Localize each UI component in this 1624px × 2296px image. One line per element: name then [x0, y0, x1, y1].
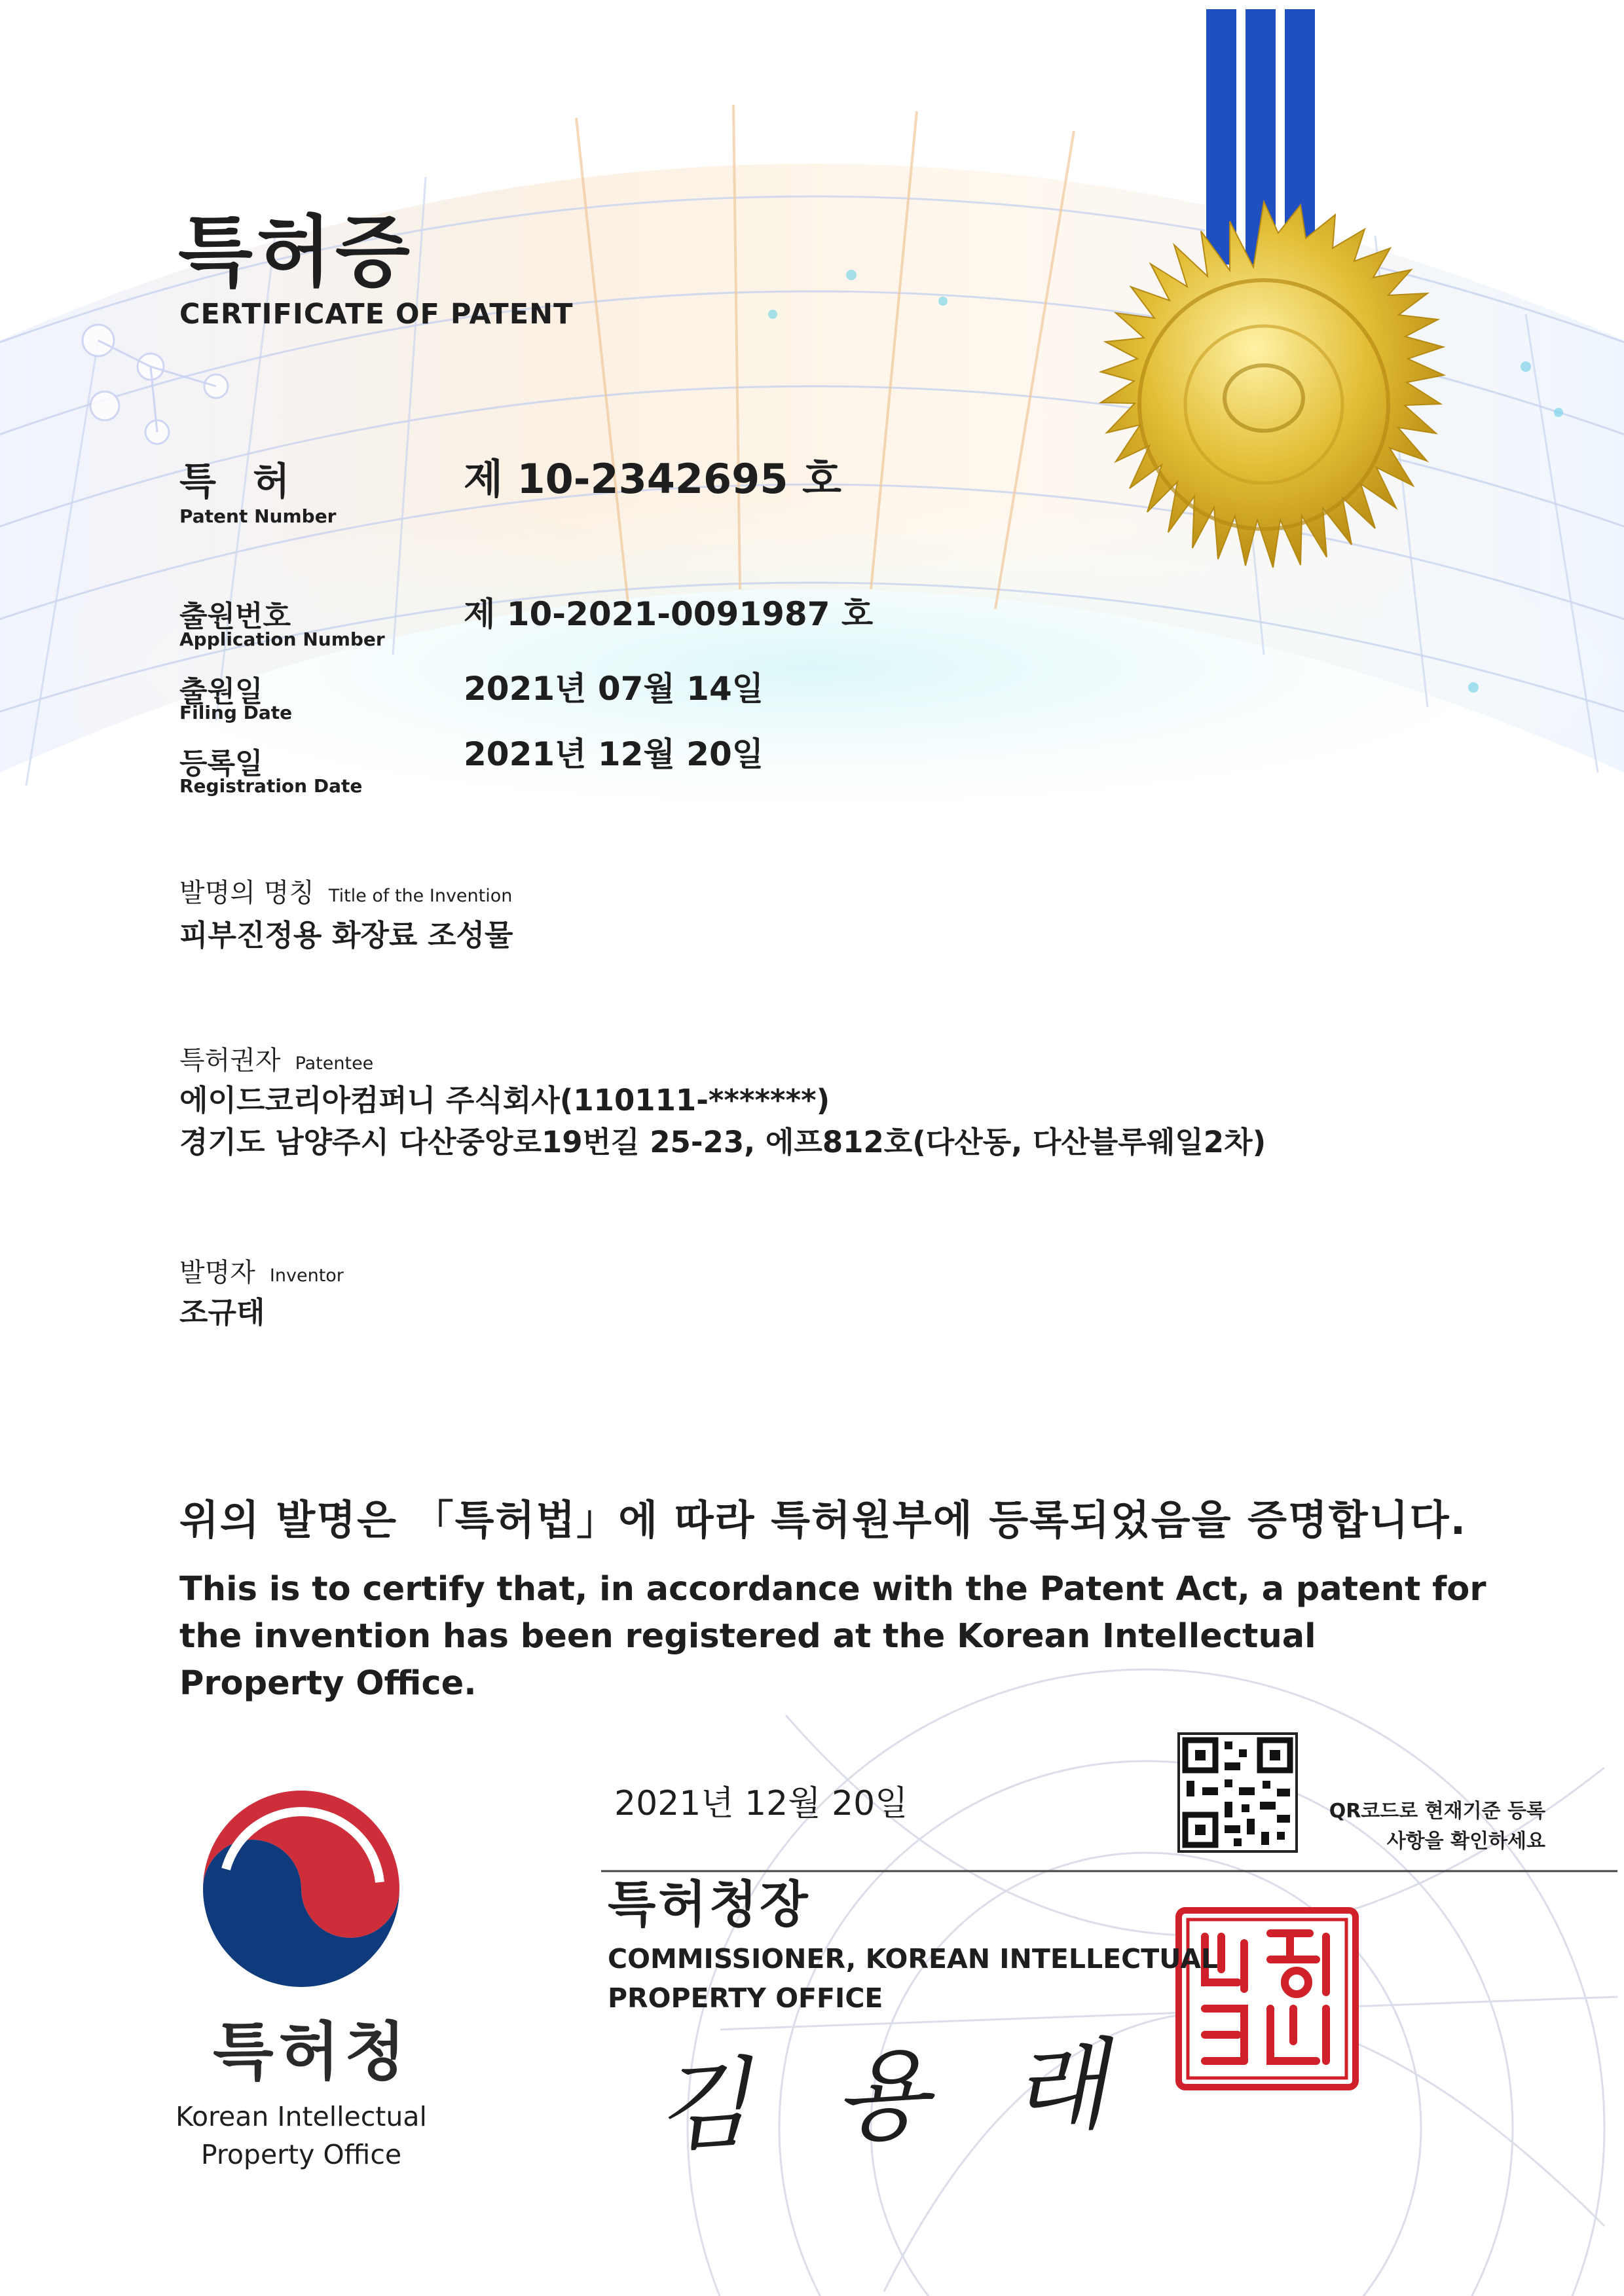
certificate-title-en: CERTIFICATE OF PATENT	[179, 298, 574, 331]
certificate-title-ko: 특허증	[178, 207, 414, 297]
patent-number-label-ko: 특 허	[179, 459, 302, 503]
patent-number-label-en: Patent Number	[179, 505, 337, 527]
registration-date-value: 2021년 12월 20일	[464, 735, 764, 773]
certification-statement-ko: 위의 발명은 「특허법」에 따라 특허원부에 등록되었음을 증명합니다.	[179, 1496, 1467, 1544]
invention-title-label-en: Title of the Invention	[328, 886, 513, 906]
patentee-label-en: Patentee	[295, 1053, 374, 1074]
application-number-label-en: Application Number	[179, 629, 385, 650]
patent-number-value: 제 10-2342695 호	[464, 455, 841, 503]
patentee-label-ko: 특허권자	[179, 1046, 281, 1076]
filing-date-label-ko: 출원일	[179, 675, 263, 708]
kipo-logo-text-ko: 특허청	[213, 2015, 411, 2088]
filing-date-value: 2021년 07월 14일	[464, 670, 764, 708]
filing-date-label-en: Filing Date	[179, 702, 293, 723]
inventor-label-en: Inventor	[269, 1266, 344, 1286]
patentee-label	[179, 1040, 373, 1077]
inventor-label	[179, 1252, 344, 1289]
inventor-name: 조규태	[179, 1295, 265, 1330]
invention-title-label	[179, 872, 512, 909]
application-number-label-ko: 출원번호	[179, 600, 291, 633]
kipo-logo-text-en: Korean Intellectual Property Office	[175, 2101, 427, 2170]
commissioner-signature: 김 용 래	[652, 2026, 1136, 2166]
qr-code-note: QR코드로 현재기준 등록사항을 확인하세요	[1329, 1800, 1545, 1853]
application-number-value: 제 10-2021-0091987 호	[464, 595, 874, 633]
kipo-emblem-icon	[203, 1791, 399, 1987]
commissioner-title-en: COMMISSIONER, KOREAN INTELLECTUAL PROPERTY OFFICE	[608, 1943, 1219, 2014]
patentee-name: 에이드코리아컴퍼니 주식회사(110111-*******)	[179, 1083, 830, 1118]
qr-code-icon	[1179, 1734, 1297, 1851]
invention-title-label-ko: 발명의 명칭	[179, 878, 314, 908]
invention-title-value: 피부진정용 화장료 조성물	[179, 918, 513, 953]
registration-date-label-ko: 등록일	[179, 747, 263, 780]
registration-date-label-en: Registration Date	[179, 775, 363, 797]
patentee-address: 경기도 남양주시 다산중앙로19번길 25-23, 에프812호(다산동, 다산블루웨일2차)	[179, 1125, 1266, 1159]
certification-statement-en: This is to certify that, in accordance with the Patent Act, a patent for the invention has been registered at the Korean Intellectual Property Office.	[179, 1570, 1486, 1703]
inventor-label-ko: 발명자	[179, 1258, 255, 1288]
commissioner-title-ko: 특허청장	[608, 1875, 811, 1933]
issue-date: 2021년 12월 20일	[614, 1784, 908, 1823]
